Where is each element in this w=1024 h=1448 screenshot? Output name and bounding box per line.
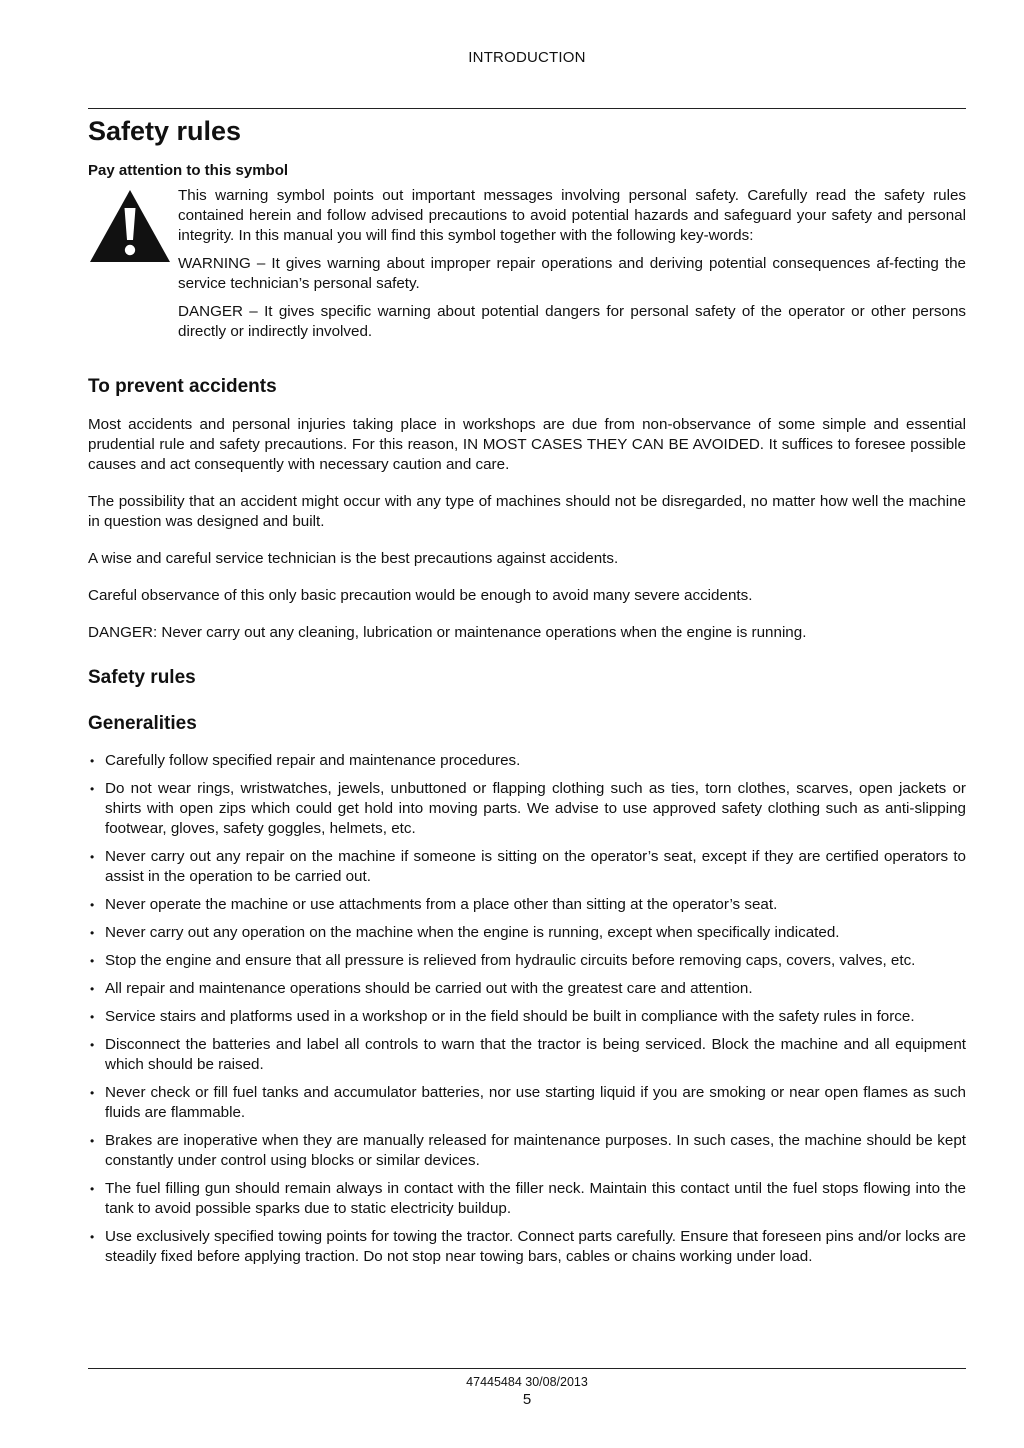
- symbol-description: [178, 186, 966, 350]
- list-item: • All repair and maintenance operations should be carried out with the greatest care and attention.: [88, 979, 966, 999]
- list-item: • Never operate the machine or use attachments from a place other than sitting at the operator’s seat.: [88, 895, 966, 915]
- list-item: • Never carry out any repair on the machine if someone is sitting on the operator’s seat, except if they are certified operators to assist in the operation to be carried out.: [88, 847, 966, 887]
- generalities-heading: Generalities: [88, 713, 197, 734]
- prevent-paragraph: A wise and careful service technician is the best precautions against accidents.: [88, 550, 619, 567]
- warning-paragraph: WARNING – It gives warning about improper repair operations and deriving potential consequences af-fecting the service technician’s personal safety.: [178, 255, 966, 292]
- safety-rules-heading: Safety rules: [88, 667, 196, 688]
- document-code: 47445484 30/08/2013: [466, 1375, 588, 1389]
- prevent-accidents-heading: To prevent accidents: [88, 376, 277, 397]
- list-item: • Never check or fill fuel tanks and accumulator batteries, nor use starting liquid if you are smoking or near open flames as such fluids are flammable.: [88, 1083, 966, 1123]
- list-item: • Carefully follow specified repair and maintenance procedures.: [88, 751, 966, 771]
- list-item: • Do not wear rings, wristwatches, jewels, unbuttoned or flapping clothing such as ties, torn clothes, scarves, open jackets or shirts with open zips which could get hold into moving parts. We advise to use approved safety clothing such as anti-slipping footwear, gloves, safety goggles, helmets, etc.: [88, 779, 966, 839]
- prevent-paragraph: Careful observance of this only basic precaution would be enough to avoid many severe accidents.: [88, 587, 753, 604]
- header-rule: [88, 108, 966, 109]
- list-item: • Never carry out any operation on the machine when the engine is running, except when specifically indicated.: [88, 923, 966, 943]
- page-number: 5: [522, 1391, 532, 1408]
- warning-triangle-icon: [88, 186, 178, 269]
- symbol-section: [88, 186, 966, 350]
- list-item: • Service stairs and platforms used in a workshop or in the field should be built in compliance with the safety rules in force.: [88, 1007, 966, 1027]
- symbol-subheading: Pay attention to this symbol: [88, 162, 289, 179]
- running-header: INTRODUCTION: [468, 49, 586, 66]
- list-item: • Brakes are inoperative when they are manually released for maintenance purposes. In such cases, the machine should be kept constantly under control using blocks or similar devices.: [88, 1131, 966, 1171]
- prevent-paragraph: Most accidents and personal injuries taking place in workshops are due from non-observance of some simple and essential prudential rule and safety precautions. For this reason, IN MOST CASES THEY CAN BE AVOIDED. It suffices to foresee possible causes and act consequently with necessary caution and care.: [88, 416, 966, 473]
- danger-paragraph: DANGER – It gives specific warning about potential dangers for personal safety of the operator or other persons directly or indirectly involved.: [178, 303, 966, 340]
- prevent-paragraph: DANGER: Never carry out any cleaning, lubrication or maintenance operations when the engine is running.: [88, 624, 807, 641]
- list-item: • The fuel filling gun should remain always in contact with the filler neck. Maintain this contact until the fuel stops flowing into the tank to avoid possible sparks due to static electricity buildup.: [88, 1179, 966, 1219]
- prevent-paragraph: The possibility that an accident might occur with any type of machines should not be disregarded, no matter how well the machine in question was designed and built.: [88, 493, 966, 530]
- list-item: • Stop the engine and ensure that all pressure is relieved from hydraulic circuits before removing caps, covers, valves, etc.: [88, 951, 966, 971]
- list-item: • Use exclusively specified towing points for towing the tractor. Connect parts carefully. Ensure that foreseen pins and/or locks are steadily fixed before applying traction. Do not stop near towing bars, cables or chains working under load.: [88, 1227, 966, 1267]
- generalities-list: [88, 751, 966, 1267]
- page-body: [88, 114, 966, 1275]
- list-item: • Disconnect the batteries and label all controls to warn that the tractor is being serviced. Block the machine and all equipment which should be raised.: [88, 1035, 966, 1075]
- footer-rule: [88, 1368, 966, 1369]
- page-title: Safety rules: [88, 116, 242, 146]
- symbol-paragraph: This warning symbol points out important messages involving personal safety. Carefully read the safety rules contained herein and follow advised precautions to avoid potential hazards and safeguard your safety and personal integrity. In this manual you will find this symbol together with the following key-words:: [178, 187, 966, 244]
